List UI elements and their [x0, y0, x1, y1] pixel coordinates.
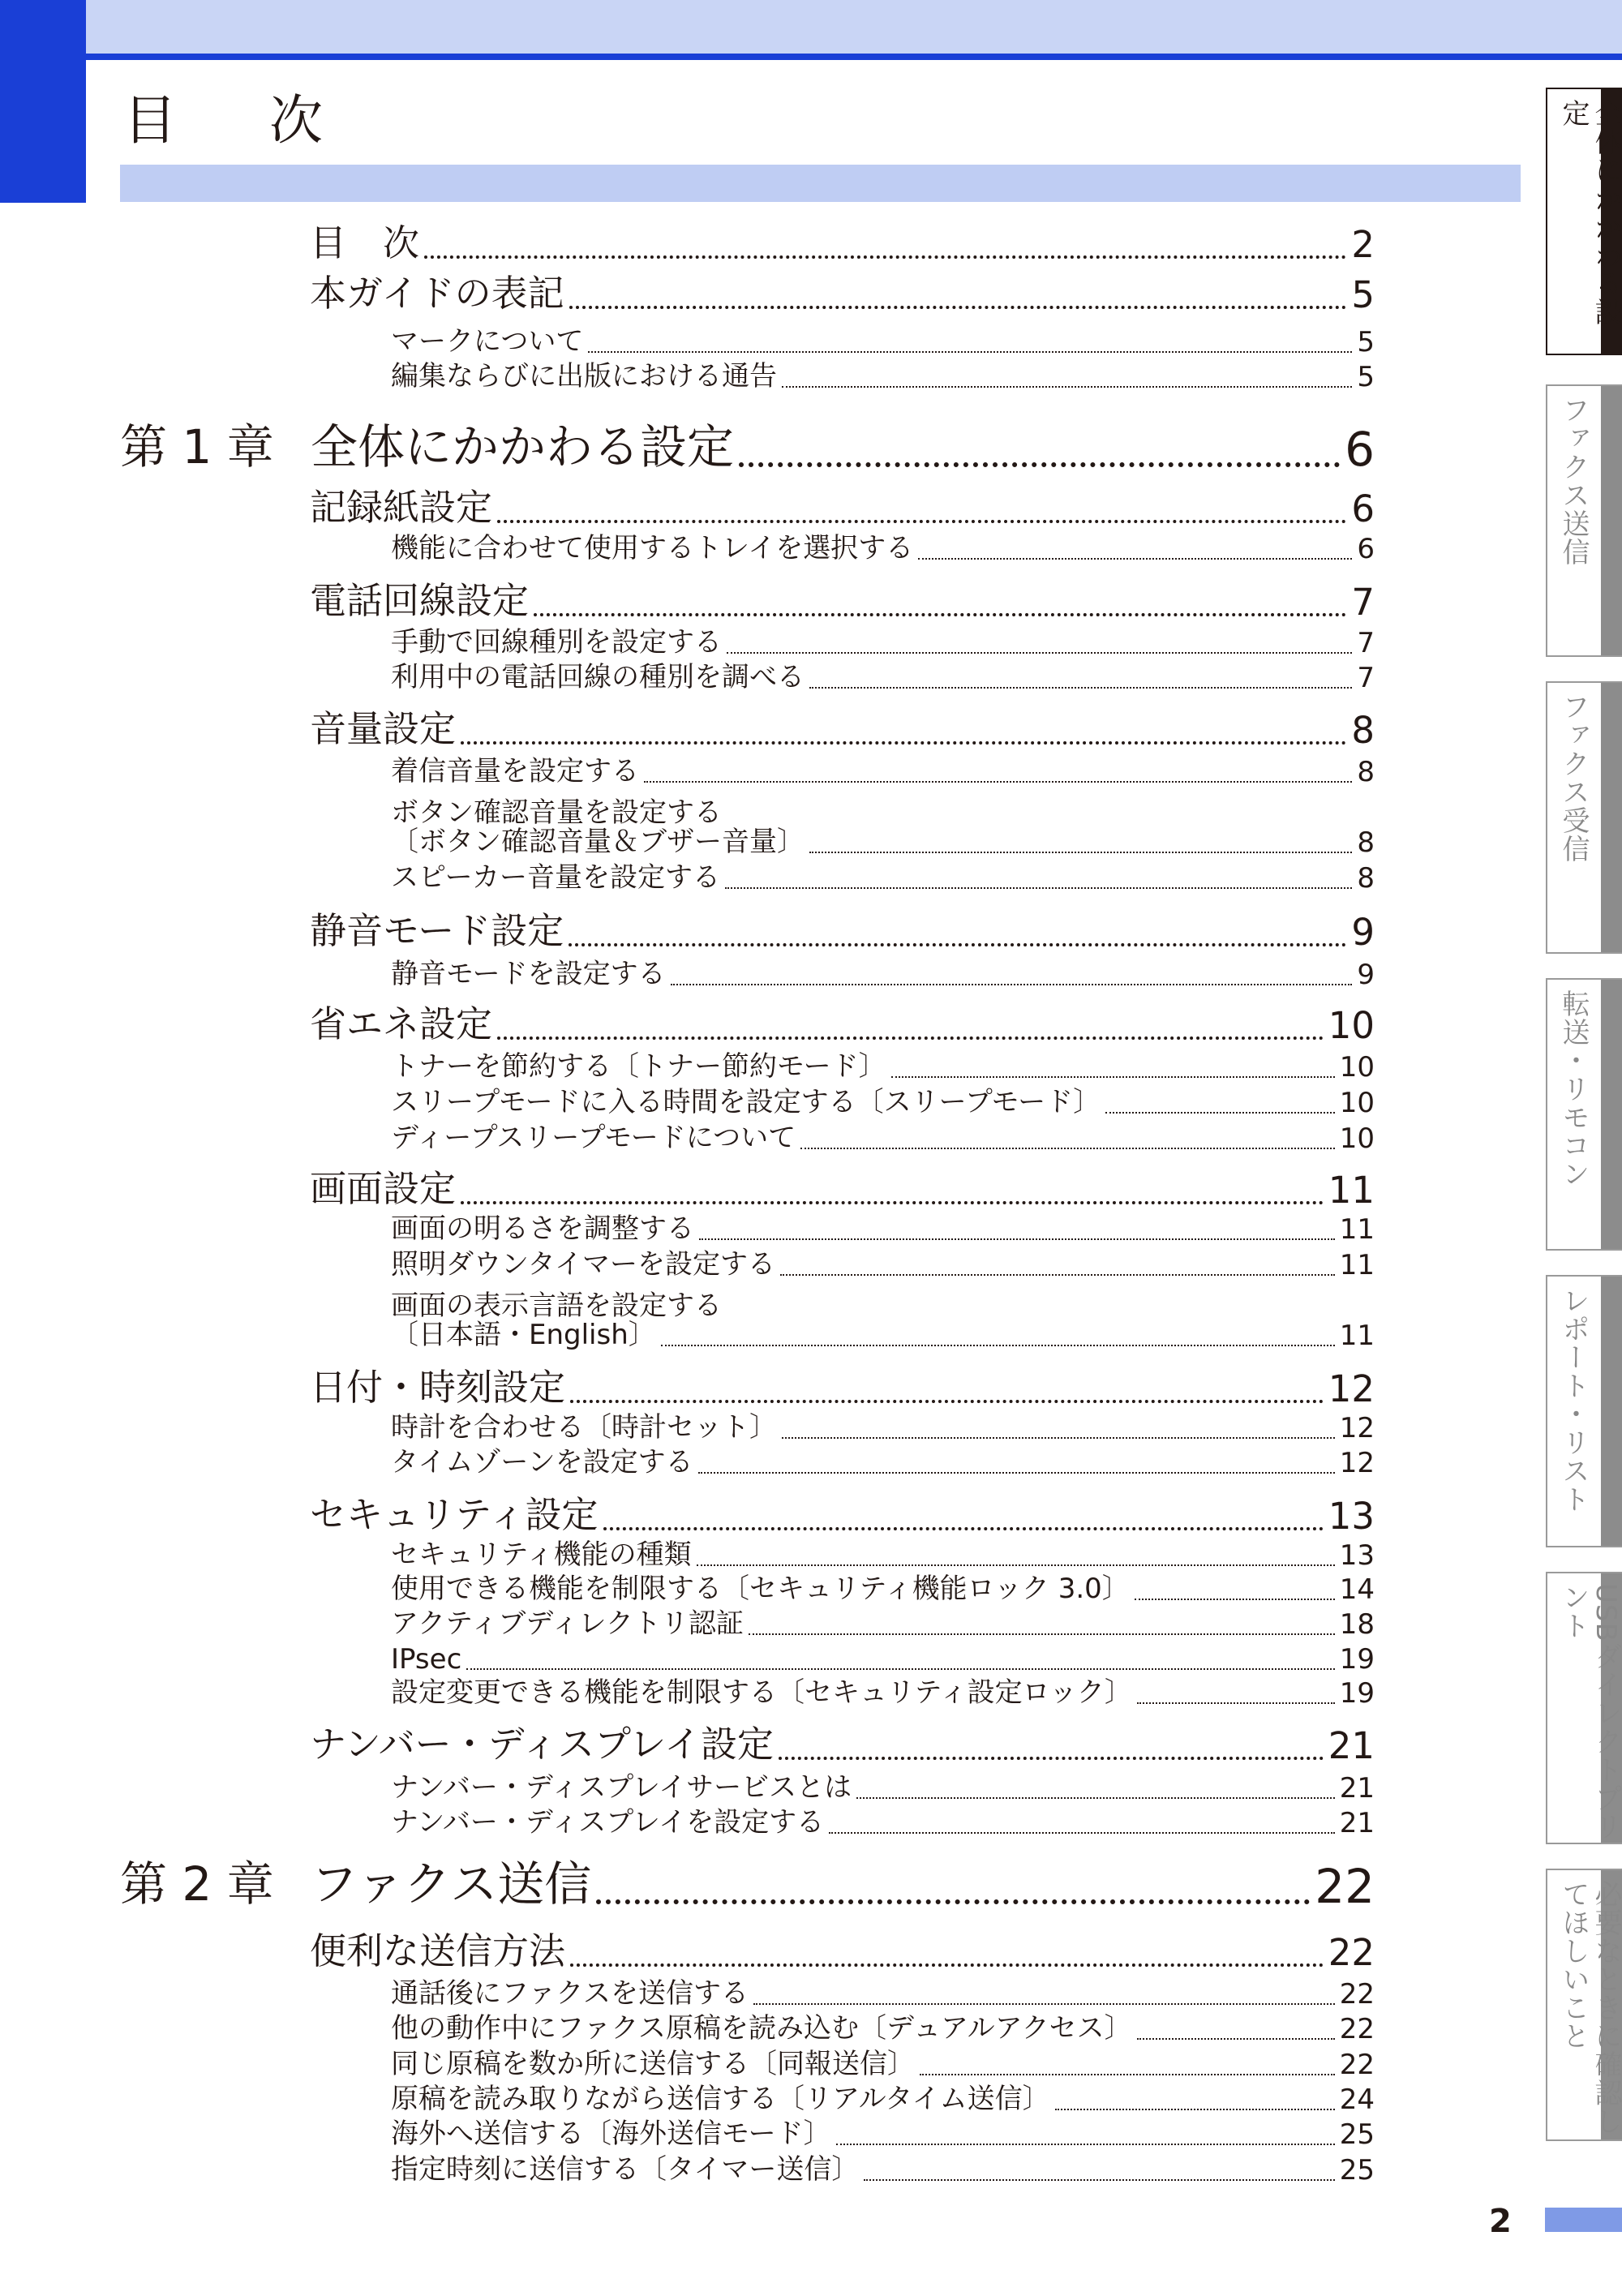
toc-entry-page: 2 — [1351, 223, 1375, 266]
dot-leader — [864, 2165, 1334, 2182]
side-tab-marker — [1601, 386, 1622, 655]
toc-entry-title: 他の動作中にファクス原稿を読み込む〔デュアルアクセス〕 — [391, 2012, 1132, 2045]
dot-leader — [829, 1817, 1335, 1835]
side-tab[interactable] — [1546, 1275, 1622, 1547]
toc-entry-sub[interactable] — [391, 957, 1375, 991]
dot-leader — [920, 2059, 1335, 2076]
toc-entry-sub[interactable] — [391, 1318, 1375, 1352]
toc-entry-sub[interactable] — [391, 1212, 1375, 1246]
dot-leader — [1137, 1688, 1335, 1705]
toc-entry-page: 6 — [1345, 422, 1375, 477]
dot-leader — [466, 1654, 1334, 1671]
toc-entry-page: 8 — [1357, 862, 1375, 895]
side-tab-marker — [1601, 1277, 1622, 1546]
toc-entry-sub[interactable] — [391, 660, 1375, 694]
dot-leader — [727, 637, 1352, 654]
side-tab[interactable] — [1546, 681, 1622, 954]
dot-leader — [570, 1943, 1324, 1967]
toc-entry-page: 22 — [1328, 1931, 1375, 1974]
toc-entry-section[interactable] — [310, 908, 1375, 954]
toc-entry-title: ナンバー・ディスプレイ設定 — [310, 1723, 774, 1766]
toc-entry-page: 13 — [1328, 1495, 1375, 1538]
page-title: 目 次 — [123, 89, 342, 152]
toc-entry-title: 設定変更できる機能を制限する〔セキュリティ設定ロック〕 — [391, 1676, 1132, 1709]
toc-entry-title: 静音モード設定 — [310, 909, 564, 952]
toc-entry-section[interactable] — [310, 271, 1375, 316]
dot-leader — [836, 2129, 1335, 2146]
toc-entry-title: スピーカー音量を設定する — [391, 861, 720, 894]
dot-leader — [800, 1133, 1335, 1150]
toc-entry-sub[interactable] — [391, 359, 1375, 393]
toc-entry-page: 9 — [1351, 911, 1375, 954]
dot-leader — [1105, 1097, 1335, 1114]
dot-leader — [697, 1550, 1335, 1567]
toc-entry-section[interactable] — [310, 706, 1375, 752]
toc-entry-title: アクティブディレクトリ認証 — [391, 1607, 744, 1640]
dot-leader — [661, 1330, 1335, 1347]
dot-leader — [603, 1507, 1324, 1530]
dot-leader — [461, 721, 1346, 745]
toc-entry-page: 12 — [1328, 1367, 1375, 1410]
dot-leader — [569, 285, 1347, 309]
dot-leader — [644, 766, 1352, 783]
dot-leader — [782, 1423, 1335, 1440]
toc-entry-section[interactable] — [310, 578, 1375, 624]
toc-entry-page: 10 — [1339, 1122, 1375, 1155]
dot-leader — [739, 437, 1340, 468]
dot-leader — [749, 1619, 1335, 1636]
toc-entry-page: 6 — [1351, 487, 1375, 530]
dot-leader — [424, 235, 1346, 259]
toc-entry-title: 機能に合わせて使用するトレイを選択する — [391, 532, 914, 564]
header-band — [0, 0, 1622, 57]
toc-entry-page: 9 — [1357, 959, 1375, 991]
dot-leader — [725, 873, 1352, 890]
header-rule — [0, 54, 1622, 60]
dot-leader — [782, 371, 1352, 388]
toc-entry-sub[interactable] — [391, 1607, 1375, 1641]
toc-entry-title: 記録紙設定 — [310, 486, 493, 529]
dot-leader — [671, 969, 1353, 986]
dot-leader — [1135, 1584, 1335, 1601]
toc-entry-page: 11 — [1339, 1320, 1375, 1352]
dot-leader — [588, 337, 1352, 354]
corner-accent-block — [0, 0, 86, 203]
toc-entry-page: 25 — [1339, 2118, 1375, 2151]
toc-entry-title: 使用できる機能を制限する〔セキュリティ機能ロック 3.0〕 — [391, 1573, 1130, 1605]
toc-entry-section[interactable] — [310, 1929, 1375, 1974]
toc-entry-sub[interactable] — [391, 531, 1375, 565]
toc-entry-page: 7 — [1351, 581, 1375, 624]
side-tab-label: レポート・リスト — [1557, 1286, 1590, 1513]
toc-entry-title: 本ガイドの表記 — [310, 272, 564, 315]
toc-entry-section[interactable] — [310, 485, 1375, 530]
toc-entry-title: マークについて — [391, 325, 584, 358]
toc-entry-section[interactable] — [310, 1166, 1375, 1212]
chapter-label: 第 2 章 — [120, 1856, 274, 1912]
dot-leader — [497, 500, 1346, 523]
toc-entry-title: 省エネ設定 — [310, 1002, 493, 1045]
side-tab[interactable] — [1546, 978, 1622, 1251]
side-tab-label: ファクス受信 — [1557, 693, 1590, 863]
toc-entry-sub[interactable] — [391, 825, 1375, 859]
toc-entry-sub[interactable] — [391, 1676, 1375, 1710]
toc-entry-title: 目 次 — [310, 221, 420, 264]
page-number-bar — [1545, 2208, 1622, 2232]
toc-entry-text[interactable]: ボタン確認音量を設定する — [391, 796, 722, 829]
toc-entry-title: 海外へ送信する〔海外送信モード〕 — [391, 2118, 831, 2150]
toc-entry-title: 通話後にファクスを送信する — [391, 1977, 749, 2010]
dot-leader — [891, 1062, 1335, 1079]
toc-entry-page: 5 — [1357, 326, 1375, 358]
toc-entry-title: 着信音量を設定する — [391, 755, 639, 788]
dot-leader — [1055, 2094, 1335, 2111]
toc-entry-page: 5 — [1357, 361, 1375, 393]
dot-leader — [856, 1783, 1335, 1800]
dot-leader — [918, 543, 1352, 560]
side-tab[interactable] — [1546, 384, 1622, 657]
toc-entry-page: 8 — [1357, 756, 1375, 788]
side-tab[interactable] — [1546, 88, 1622, 355]
toc-entry-page: 13 — [1339, 1539, 1375, 1572]
dot-leader — [461, 1181, 1324, 1204]
toc-entry-sub[interactable] — [391, 1121, 1375, 1155]
toc-entry-title: 電話回線設定 — [310, 579, 530, 622]
toc-entry-page: 11 — [1339, 1213, 1375, 1246]
side-tab-label: 全体にかかわる設定 — [1557, 99, 1622, 326]
toc-entry-title: ナンバー・ディスプレイを設定する — [391, 1806, 825, 1839]
toc-entry-text[interactable]: 画面の表示言語を設定する — [391, 1290, 722, 1322]
toc-entry-title: 静音モードを設定する — [391, 958, 666, 990]
toc-entry-sub[interactable] — [391, 754, 1375, 788]
toc-entry-title: 便利な送信方法 — [310, 1929, 566, 1972]
toc-entry-page: 22 — [1339, 2013, 1375, 2045]
toc-entry-page: 24 — [1339, 2084, 1375, 2116]
side-tab-label: 転送・リモコン — [1557, 989, 1590, 1188]
toc-entry-title: 音量設定 — [310, 707, 457, 750]
toc-entry-sub[interactable] — [391, 1049, 1375, 1084]
toc-entry-section[interactable] — [310, 221, 1375, 266]
toc-entry-page: 6 — [1357, 533, 1375, 565]
toc-entry-page: 8 — [1357, 826, 1375, 859]
toc-entry-page: 11 — [1339, 1249, 1375, 1281]
dot-leader — [753, 1989, 1335, 2006]
dot-leader — [780, 1260, 1335, 1277]
side-tab-label: USBダイレクトプリント — [1557, 1583, 1622, 1841]
toc-entry-title: 同じ原稿を数か所に送信する〔同報送信〕 — [391, 2048, 915, 2080]
toc-entry-page: 7 — [1357, 662, 1375, 694]
toc-entry-page: 19 — [1339, 1677, 1375, 1710]
toc-entry-sub[interactable] — [391, 2117, 1375, 2151]
toc-entry-title: 指定時刻に送信する〔タイマー送信〕 — [391, 2153, 860, 2186]
toc-entry-section[interactable] — [310, 1002, 1375, 1047]
toc-entry-page: 10 — [1339, 1087, 1375, 1119]
side-tab[interactable] — [1546, 1572, 1622, 1844]
toc-entry-title: IPsec — [391, 1643, 462, 1676]
toc-entry-page: 22 — [1339, 1978, 1375, 2011]
toc-entry-sub[interactable] — [391, 2152, 1375, 2187]
toc-entry-page: 22 — [1339, 2049, 1375, 2081]
dot-leader — [497, 1016, 1324, 1040]
toc-entry-chapter[interactable] — [120, 415, 1375, 477]
toc-entry-title: 照明ダウンタイマーを設定する — [391, 1248, 775, 1281]
toc-entry-page: 19 — [1339, 1643, 1375, 1676]
toc-entry-section[interactable] — [310, 1722, 1375, 1767]
toc-entry-sub[interactable] — [391, 1805, 1375, 1839]
side-tab-label: ファクス送信 — [1557, 396, 1590, 566]
toc-entry-page: 21 — [1339, 1807, 1375, 1839]
toc-entry-section[interactable] — [310, 1492, 1375, 1538]
toc-entry-title: 原稿を読み取りながら送信する〔リアルタイム送信〕 — [391, 2083, 1050, 2115]
page-number: 2 — [1489, 2203, 1512, 2240]
toc-entry-page: 12 — [1339, 1447, 1375, 1479]
toc-entry-title: スリープモードに入る時間を設定する〔スリープモード〕 — [391, 1086, 1101, 1118]
toc-entry-page: 7 — [1357, 627, 1375, 659]
side-tab-label: 必要なときに確認してほしいこと — [1557, 1880, 1622, 2135]
chapter-label: 第 1 章 — [120, 419, 274, 474]
toc-entry-sub[interactable] — [391, 1445, 1375, 1479]
toc-entry-page: 8 — [1351, 709, 1375, 752]
title-underline-bar — [120, 165, 1521, 202]
dot-leader — [534, 593, 1346, 616]
toc-entry-page: 10 — [1328, 1004, 1375, 1047]
toc-entry-page: 12 — [1339, 1412, 1375, 1444]
dot-leader — [570, 1380, 1324, 1403]
toc-entry-title: 画面の明るさを調整する — [391, 1212, 694, 1245]
side-tab-marker — [1601, 980, 1622, 1249]
toc-entry-title: ナンバー・ディスプレイサービスとは — [391, 1771, 852, 1804]
dot-leader — [779, 1736, 1324, 1760]
side-tab-marker — [1601, 683, 1622, 952]
toc-entry-page: 22 — [1315, 1859, 1375, 1914]
toc-entry-title: 手動で回線種別を設定する — [391, 626, 722, 659]
toc-entry-title: 時計を合わせる〔時計セット〕 — [391, 1411, 777, 1444]
toc-entry-page: 10 — [1339, 1051, 1375, 1084]
toc-entry-title: 編集ならびに出版における通告 — [391, 360, 777, 393]
toc-entry-sub[interactable] — [391, 860, 1375, 895]
toc-entry-section[interactable] — [310, 1365, 1375, 1410]
toc-entry-page: 21 — [1339, 1772, 1375, 1805]
toc-entry-sub[interactable] — [391, 1247, 1375, 1281]
toc-entry-page: 21 — [1328, 1724, 1375, 1767]
toc-entry-title: 画面設定 — [310, 1167, 457, 1210]
dot-leader — [699, 1224, 1335, 1241]
toc-entry-title: ファクス送信 — [311, 1856, 592, 1912]
toc-entry-title: セキュリティ機能の種類 — [391, 1539, 692, 1571]
toc-entry-sub[interactable] — [391, 1085, 1375, 1119]
toc-entry-chapter[interactable] — [120, 1852, 1375, 1914]
toc-entry-sub[interactable] — [391, 2011, 1375, 2045]
toc-entry-title: 日付・時刻設定 — [310, 1366, 566, 1409]
toc-entry-page: 5 — [1351, 273, 1375, 316]
toc-entry-page: 18 — [1339, 1608, 1375, 1641]
toc-entry-title: 〔ボタン確認音量＆ブザー音量〕 — [391, 826, 805, 858]
toc-entry-title: 全体にかかわる設定 — [311, 419, 735, 474]
toc-entry-page: 25 — [1339, 2154, 1375, 2187]
dot-leader — [596, 1874, 1310, 1905]
toc-entry-title: 利用中の電話回線の種別を調べる — [391, 661, 805, 693]
dot-leader — [698, 1457, 1335, 1474]
dot-leader — [1137, 2023, 1335, 2041]
toc-entry-page: 14 — [1339, 1573, 1375, 1606]
toc-entry-title: タイムゾーンを設定する — [391, 1446, 693, 1478]
toc-entry-title: 〔日本語・English〕 — [391, 1319, 656, 1351]
toc-entry-title: トナーを節約する〔トナー節約モード〕 — [391, 1050, 886, 1083]
toc-entry-page: 11 — [1328, 1169, 1375, 1212]
dot-leader — [809, 837, 1352, 854]
toc-entry-title: セキュリティ設定 — [310, 1493, 599, 1536]
toc-entry-title: ディープスリープモードについて — [391, 1122, 796, 1154]
dot-leader — [809, 672, 1352, 689]
dot-leader — [569, 923, 1346, 946]
side-tab[interactable] — [1546, 1869, 1622, 2141]
